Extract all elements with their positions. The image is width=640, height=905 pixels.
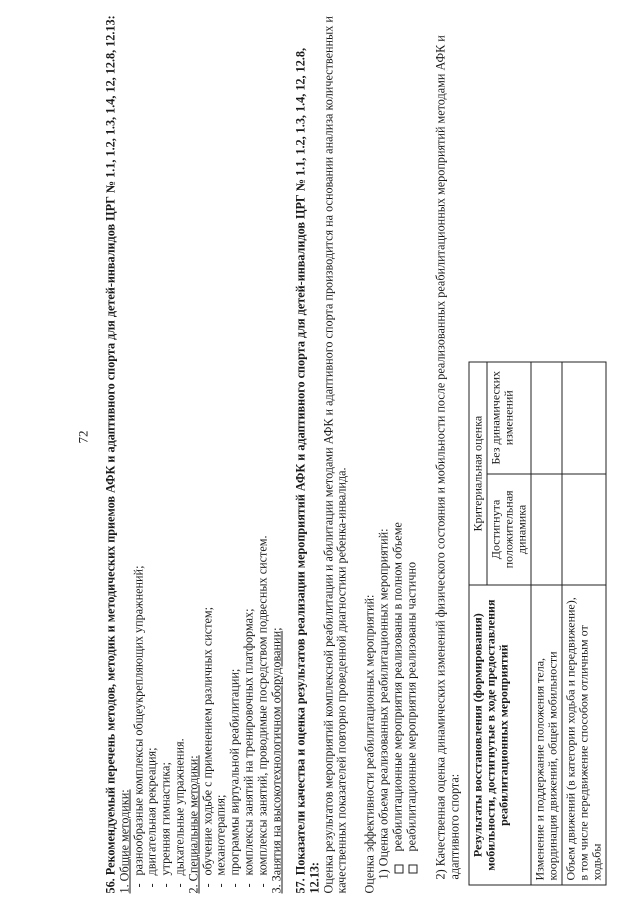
equipment-item: 3. Занятия на высокотехнологичном оборудовании; [268,627,283,893]
quality-item: 2) Качественная оценка динамических изменений физического состояния и мобильности после реализованных реабилитационных мероприятий методами АФК и адаптивного спорта: [433,34,462,879]
special-methods-title: 2. Специальные методики: [185,754,200,893]
list-item: - комплексы занятий, проводимые посредством подвесных систем. [256,13,270,893]
evaluation-table [468,361,606,885]
section-57 [294,13,462,893]
table-row [531,362,562,885]
general-methods-list [132,13,187,893]
list-item: - обучение ходьбе с применением различных систем; [201,13,215,893]
special-methods-list [201,13,270,893]
table-cell [562,473,606,585]
table-cell [531,473,562,585]
list-item: - двигательная рекреация; [145,13,159,893]
list-item: - утренняя гимнастика; [159,13,173,893]
list-item: - программы виртуальной реабилитации; [228,13,242,893]
checkbox-option: реабилитационные мероприятия реализованы частично [405,13,419,893]
achieved-header: Достигнута положительная динамика [487,473,531,585]
list-item: - разнообразные комплексы общеукрепляющих упражнений; [132,13,146,893]
volume-item: 1) Оценка объема реализованных реабилитационных мероприятий: [375,527,390,879]
results-header: Результаты восстановления (формирования) мобильности, достигнутые в ходе предоставления реабилитационных мероприятий [469,585,531,885]
table-cell: Объем движений (в категории ходьба и передвижение), в том числе передвижение способом отличным от ходьбы [562,585,606,885]
criteria-header: Критериальная оценка [469,362,487,585]
list-item: - дыхательные упражнения. [173,13,187,893]
page-number: 72 [75,430,90,443]
list-item: - комплексы занятий на тренировочных платформах; [242,13,256,893]
effectiveness-title: Оценка эффективности реабилитационных мероприятий: [362,594,377,893]
list-item: - механотерапия; [214,13,228,893]
section-56-heading: 56. Рекомендуемый перечень методов, методик и методических приемов АФК и адаптивного спорта для детей-инвалидов ЦРГ № 1.1, 1.2, 1.3, 1.4, 12, 12.8, 12.13: [103,14,117,893]
table-cell [562,362,606,474]
checkbox-option: реабилитационные мероприятия реализованы в полном объеме [391,13,405,893]
volume-options [391,13,419,893]
section-56 [104,13,283,893]
section-57-heading: 57. Показатели качества и оценка результатов реализации мероприятий АФК и адаптивного спорта для детей-инвалидов ЦРГ № 1.1, 1.2, 1.3, 1.4, 12, 12.8, 12.13: [293,47,321,893]
table-cell [531,362,562,474]
table-row [562,362,606,885]
no-dynamics-header: Без динамических изменений [487,362,531,474]
section-57-paragraph: Оценка результатов мероприятий комплексной реабилитации и абилитации методами АФК и адаптивного спорта производится на основании анализа количественных и качественных показателей повторно проведенной диагностики ребенка-инвалида. [320,15,349,893]
general-methods-title: 1. Общие методики: [116,788,131,893]
table-cell: Изменение и поддержание положения тела, координация движений, общей мобильности [531,585,562,885]
